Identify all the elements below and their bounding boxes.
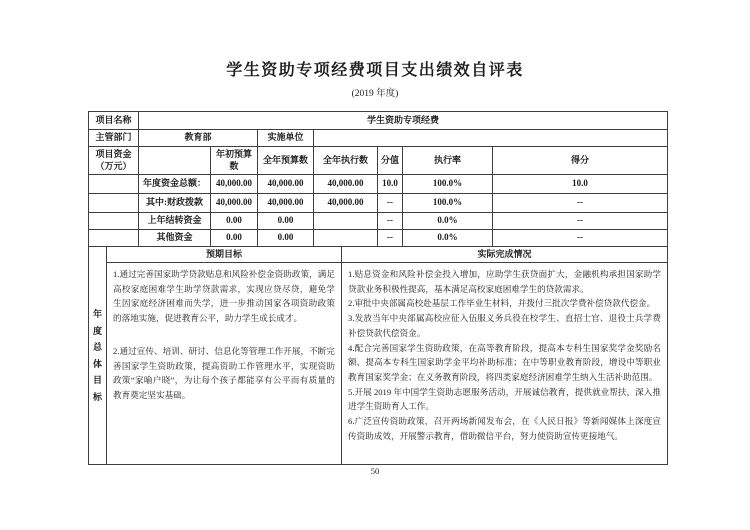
annual-overall-goal-cell [89,247,107,465]
project-name-value: 学生资助专项经费 [139,112,668,130]
fund-row-total-score: 10.0 [493,175,668,194]
fund-row-carryover-executed [314,213,378,230]
fund-row-other-points: -- [378,230,403,247]
implement-unit-value [314,130,668,147]
project-funds-label: 项目资金（万元） [89,147,139,175]
fund-row-other [89,230,668,247]
fund-row-fiscal-annual: 40,000.00 [258,194,314,213]
actual-completion-item: 5.开展 2019 年中国学生资助志愿服务活动，开展诚信教育，提供就业帮扶，深入推进学生资助育人工作。 [348,386,662,412]
fund-row-carryover-rate: 0.0% [403,213,493,230]
fund-row-other-initial: 0.00 [211,230,258,247]
actual-completion-item: 4.配合完善国家学生资助政策，在高等教育阶段，提高本专科生国家奖学金奖励名额，提高本专科生国家助学金平均补助标准；在中等职业教育阶段，增设中等职业教育国家奖学金；在义务教育阶段，将四类家庭经济困难学生纳入生活补助范围。 [348,342,662,382]
fund-row-other-rate: 0.0% [403,230,493,247]
fund-row-other-label: 其他资金 [139,230,211,247]
fund-row-total-label: 年度资金总额： [139,175,211,194]
fund-row-other-score: -- [493,230,668,247]
fund-header-annual-execution: 全年执行数 [314,147,378,175]
page-number: 50 [370,466,380,476]
row-fund-headers [89,147,668,175]
fund-row-fiscal-blank [89,194,139,213]
fund-row-total-blank [89,175,139,194]
fund-row-total-executed: 40,000.00 [314,175,378,194]
row-goal-content [89,263,668,465]
fund-row-total-annual: 40,000.00 [258,175,314,194]
expected-goal-item: 2.通过宣传、培训、研讨、信息化等管理工作开展，不断完善国家学生资助政策，提高资助工作管理水平，实现资助政策“家喻户晓”，为让每个孩子都能享有公平而有质量的教育奠定坚实基础。 [113,345,336,400]
fund-row-carryover [89,213,668,230]
fund-row-other-executed [314,230,378,247]
fund-row-carryover-points: -- [378,213,403,230]
fund-row-fiscal-points: -- [378,194,403,213]
fund-row-fiscal-initial: 40,000.00 [211,194,258,213]
fund-row-other-annual: 0.00 [258,230,314,247]
actual-completion-content [342,263,668,465]
fund-row-other-blank [89,230,139,247]
annual-overall-goal-label: 年度总体目标 [92,309,102,402]
fund-row-total-initial: 40,000.00 [211,175,258,194]
actual-completion-item: 2.审批中央部属高校赴基层工作毕业生材料，并拨付三批次学费补偿贷款代偿金。 [348,298,656,309]
page-title: 学生资助专项经费项目支出绩效自评表 [226,62,524,79]
fund-header-initial-budget: 年初预算数 [211,147,258,175]
row-supervisor [89,130,668,147]
fund-row-total [89,175,668,194]
row-goal-headers [89,247,668,263]
fund-row-carryover-initial: 0.00 [211,213,258,230]
fund-row-carryover-score: -- [493,213,668,230]
fund-row-carryover-annual: 0.00 [258,213,314,230]
fund-header-execution-rate: 执行率 [403,147,493,175]
actual-completion-item: 3.发放当年中央部属高校应征入伍服义务兵役在校学生、直招士官、退役士兵学费补偿贷款代偿资金。 [348,313,662,338]
expected-goal-content [107,263,342,465]
fund-row-fiscal-label: 其中:财政拨款 [139,194,211,213]
actual-completion-item: 6.广泛宣传资助政策，召开两场新闻发布会，在《人民日报》等新闻媒体上深度宣传资助成效，开展警示教育，借助微信平台，努力使资助宣传更接地气。 [348,416,662,441]
fund-row-fiscal-executed: 40,000.00 [314,194,378,213]
actual-completion-header: 实际完成情况 [342,247,668,263]
fund-row-fiscal-rate: 100.0% [403,194,493,213]
fund-row-carryover-blank [89,213,139,230]
fund-row-fiscal-score: -- [493,194,668,213]
project-name-label: 项目名称 [89,112,139,130]
row-project-name [89,112,668,130]
page-subtitle: (2019 年度) [351,89,399,99]
fund-header-score: 得分 [493,147,668,175]
fund-row-total-rate: 100.0% [403,175,493,194]
expected-goal-header: 预期目标 [107,247,342,263]
fund-row-carryover-label: 上年结转资金 [139,213,211,230]
fund-header-annual-budget: 全年预算数 [258,147,314,175]
fund-row-fiscal [89,194,668,213]
actual-completion-item: 1.贴息资金和风险补偿金投入增加，应助学生获贷面扩大，金融机构承担国家助学贷款业务积极性提高，基本满足高校家庭困难学生的贷款需求。 [348,269,662,294]
fund-header-empty [139,147,211,175]
fund-row-total-points: 10.0 [378,175,403,194]
supervisor-value: 教育部 [139,130,258,147]
supervisor-label: 主管部门 [89,130,139,147]
implement-unit-label: 实施单位 [258,130,314,147]
fund-header-points: 分值 [378,147,403,175]
expected-goal-item: 1.通过完善国家助学贷款贴息和风险补偿金资助政策，满足高校家庭困难学生助学贷款需求，实现应贷尽贷，避免学生因家庭经济困难而失学，进一步推动国家各项资助政策的落地实施，促进教育公平，助力学生成长成才。 [113,269,336,324]
self-evaluation-table [88,111,668,465]
